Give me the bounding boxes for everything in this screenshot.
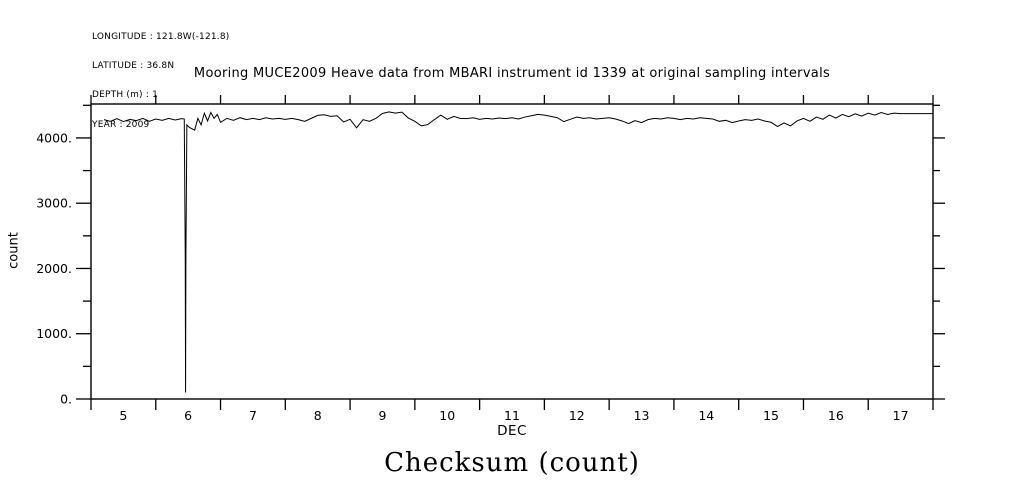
chart-title: Mooring MUCE2009 Heave data from MBARI instrument id 1339 at original sampling intervals [193, 66, 831, 81]
svg-text:5: 5 [119, 408, 128, 423]
svg-text:1000.: 1000. [36, 326, 72, 342]
svg-text:14: 14 [698, 408, 715, 423]
svg-text:12: 12 [568, 408, 585, 423]
svg-text:15: 15 [763, 408, 780, 423]
metadata-year: YEAR : 2009 [92, 119, 150, 130]
data-line-checksum [104, 112, 933, 393]
metadata-depth: DEPTH (m) : 1 [92, 90, 159, 101]
metadata-longitude: LONGITUDE : 121.8W(-121.8) [92, 31, 230, 42]
svg-text:8: 8 [313, 408, 322, 423]
svg-text:7: 7 [248, 408, 257, 423]
svg-text:17: 17 [892, 408, 909, 423]
svg-text:10: 10 [439, 408, 456, 423]
figure-caption: Checksum (count) [384, 448, 640, 478]
y-axis-label: count [6, 232, 22, 269]
svg-text:16: 16 [827, 408, 844, 423]
x-axis-label: DEC [497, 423, 527, 439]
svg-text:4000.: 4000. [36, 130, 72, 146]
svg-text:0.: 0. [60, 391, 72, 407]
svg-text:11: 11 [504, 408, 520, 423]
svg-text:9: 9 [378, 408, 387, 423]
svg-text:13: 13 [633, 408, 650, 423]
metadata-latitude: LATITUDE : 36.8N [92, 60, 175, 71]
svg-text:2000.: 2000. [36, 260, 72, 276]
svg-text:3000.: 3000. [36, 195, 72, 211]
svg-text:6: 6 [184, 408, 193, 423]
